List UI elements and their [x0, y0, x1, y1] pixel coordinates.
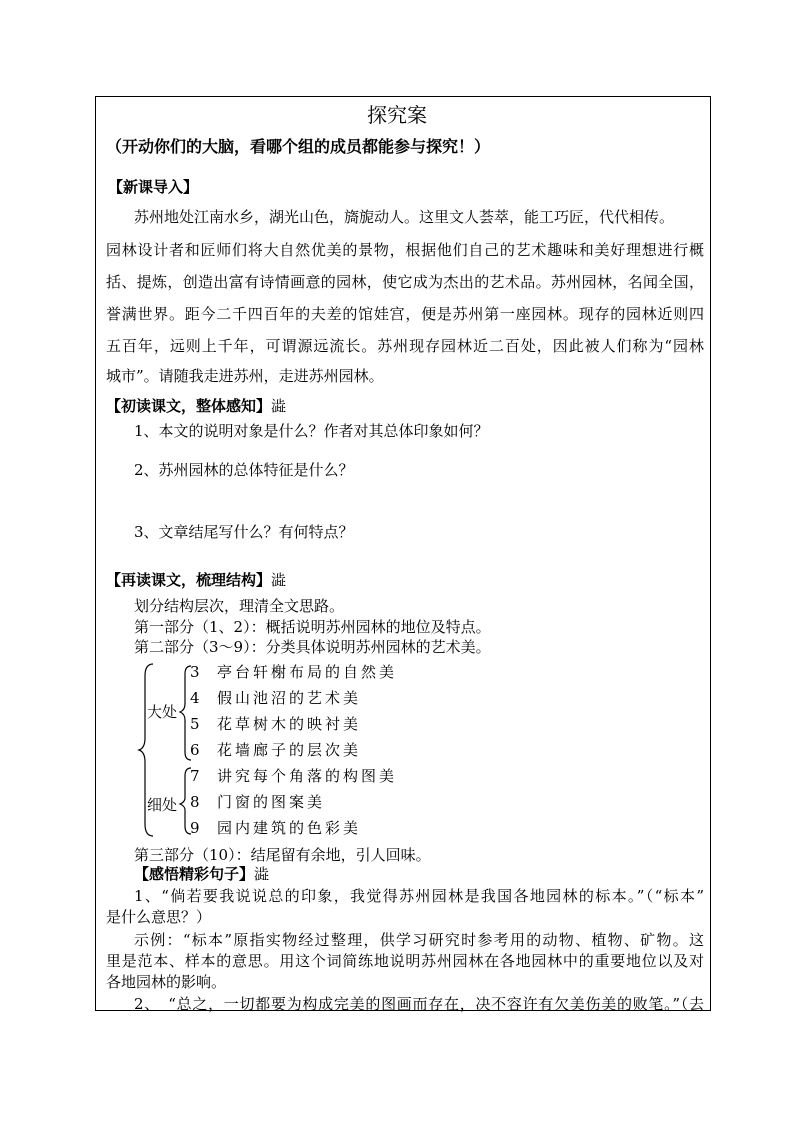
sentence-line-5: 各地园林的影响。	[106, 973, 227, 991]
reread-heading: 【再读课文，梳理结构】	[106, 571, 272, 589]
question-1: 1、本文的说明对象是什么？作者对其总体印象如何？	[134, 422, 489, 440]
outline-item-9: 园内建筑的色彩美	[217, 819, 362, 837]
outline-num-6: 6	[190, 741, 200, 759]
outline-num-8: 8	[190, 793, 200, 811]
outline-num-3: 3	[190, 663, 200, 681]
outline-num-5: 5	[190, 715, 200, 733]
intro-line-6: 城市”。请随我走进苏州，走进苏州园林。	[106, 367, 384, 385]
page-title: 探究案	[367, 103, 427, 127]
reread-line-2: 第一部分（1、2）：概括说明苏州园林的地位及特点。	[134, 618, 491, 636]
reread-mark: 澁	[271, 571, 287, 589]
sentence-line-4: 里是范本、样本的意思。用这个词简练地说明苏州园林在各地园林中的重要地位以及对	[106, 952, 704, 970]
intro-line-1: 苏州地处江南水乡，湖光山色，旖旎动人。这里文人荟萃，能工巧匠，代代相传。	[134, 208, 675, 226]
sentence-line-3: 示例：“标本”原指实物经过整理，供学习研究时参考用的动物、植物、矿物。这	[134, 931, 704, 949]
outline-item-6: 花墙廊子的层次美	[217, 741, 362, 759]
outline-num-9: 9	[190, 819, 200, 837]
first-read-mark: 澁	[271, 397, 287, 415]
outline-item-7: 讲究每个角落的构图美	[217, 767, 398, 785]
question-3: 3、文章结尾写什么？有何特点？	[134, 523, 354, 541]
sentences-heading: 【感悟精彩句子】	[134, 865, 255, 883]
sentences-heading-row	[134, 864, 269, 884]
outline-item-4: 假山池沼的艺术美	[217, 689, 362, 707]
outline-num-4: 4	[190, 689, 200, 707]
outline-detail-label: 细处	[147, 796, 178, 814]
outline-num-7: 7	[190, 767, 200, 785]
reread-part3: 第三部分（10）：结尾留有余地，引人回味。	[134, 846, 431, 864]
reread-line-3: 第二部分（3～9）：分类具体说明苏州园林的艺术美。	[134, 638, 491, 656]
reread-heading-row	[106, 570, 286, 590]
question-2: 2、苏州园林的总体特征是什么？	[134, 461, 354, 479]
outline-item-3: 亭台轩榭布局的自然美	[217, 663, 398, 681]
outline-big-label: 大处	[147, 703, 178, 721]
sentence-line-1: 1、“倘若要我说说总的印象，我觉得苏州园林是我国各地园林的标本。”（“标本”	[134, 887, 704, 905]
sentences-mark: 澁	[254, 865, 270, 883]
intro-line-3: 括、提炼，创造出富有诗情画意的园林，使它成为杰出的艺术品。苏州园林，名闻全国，	[106, 273, 704, 291]
subtitle: （开动你们的大脑，看哪个组的成员都能参与探究！）	[106, 137, 491, 156]
reread-line-1: 划分结构层次，理清全文思路。	[134, 597, 345, 615]
outline-item-5: 花草树木的映衬美	[217, 715, 362, 733]
sentence-line-6: 2、 “总之，一切都要为构成完美的图画而存在，决不容许有欠美伤美的败笔。”（去	[134, 995, 704, 1013]
first-read-heading: 【初读课文，整体感知】	[106, 397, 272, 415]
intro-line-5: 五百年，远则上千年，可谓源远流长。苏州现存园林近二百处，因此被人们称为“园林	[106, 337, 704, 355]
intro-line-4: 誉满世界。距今二千四百年的夫差的馆娃宫，便是苏州第一座园林。现存的园林近则四	[106, 305, 704, 323]
first-read-heading-row	[106, 396, 286, 416]
sentence-line-2: 是什么意思？）	[106, 908, 212, 926]
intro-line-2: 园林设计者和匠师们将大自然优美的景物，根据他们自己的艺术趣味和美好理想进行概	[106, 241, 704, 259]
outline-item-8: 门窗的图案美	[217, 793, 326, 811]
intro-heading: 【新课导入】	[108, 178, 199, 196]
